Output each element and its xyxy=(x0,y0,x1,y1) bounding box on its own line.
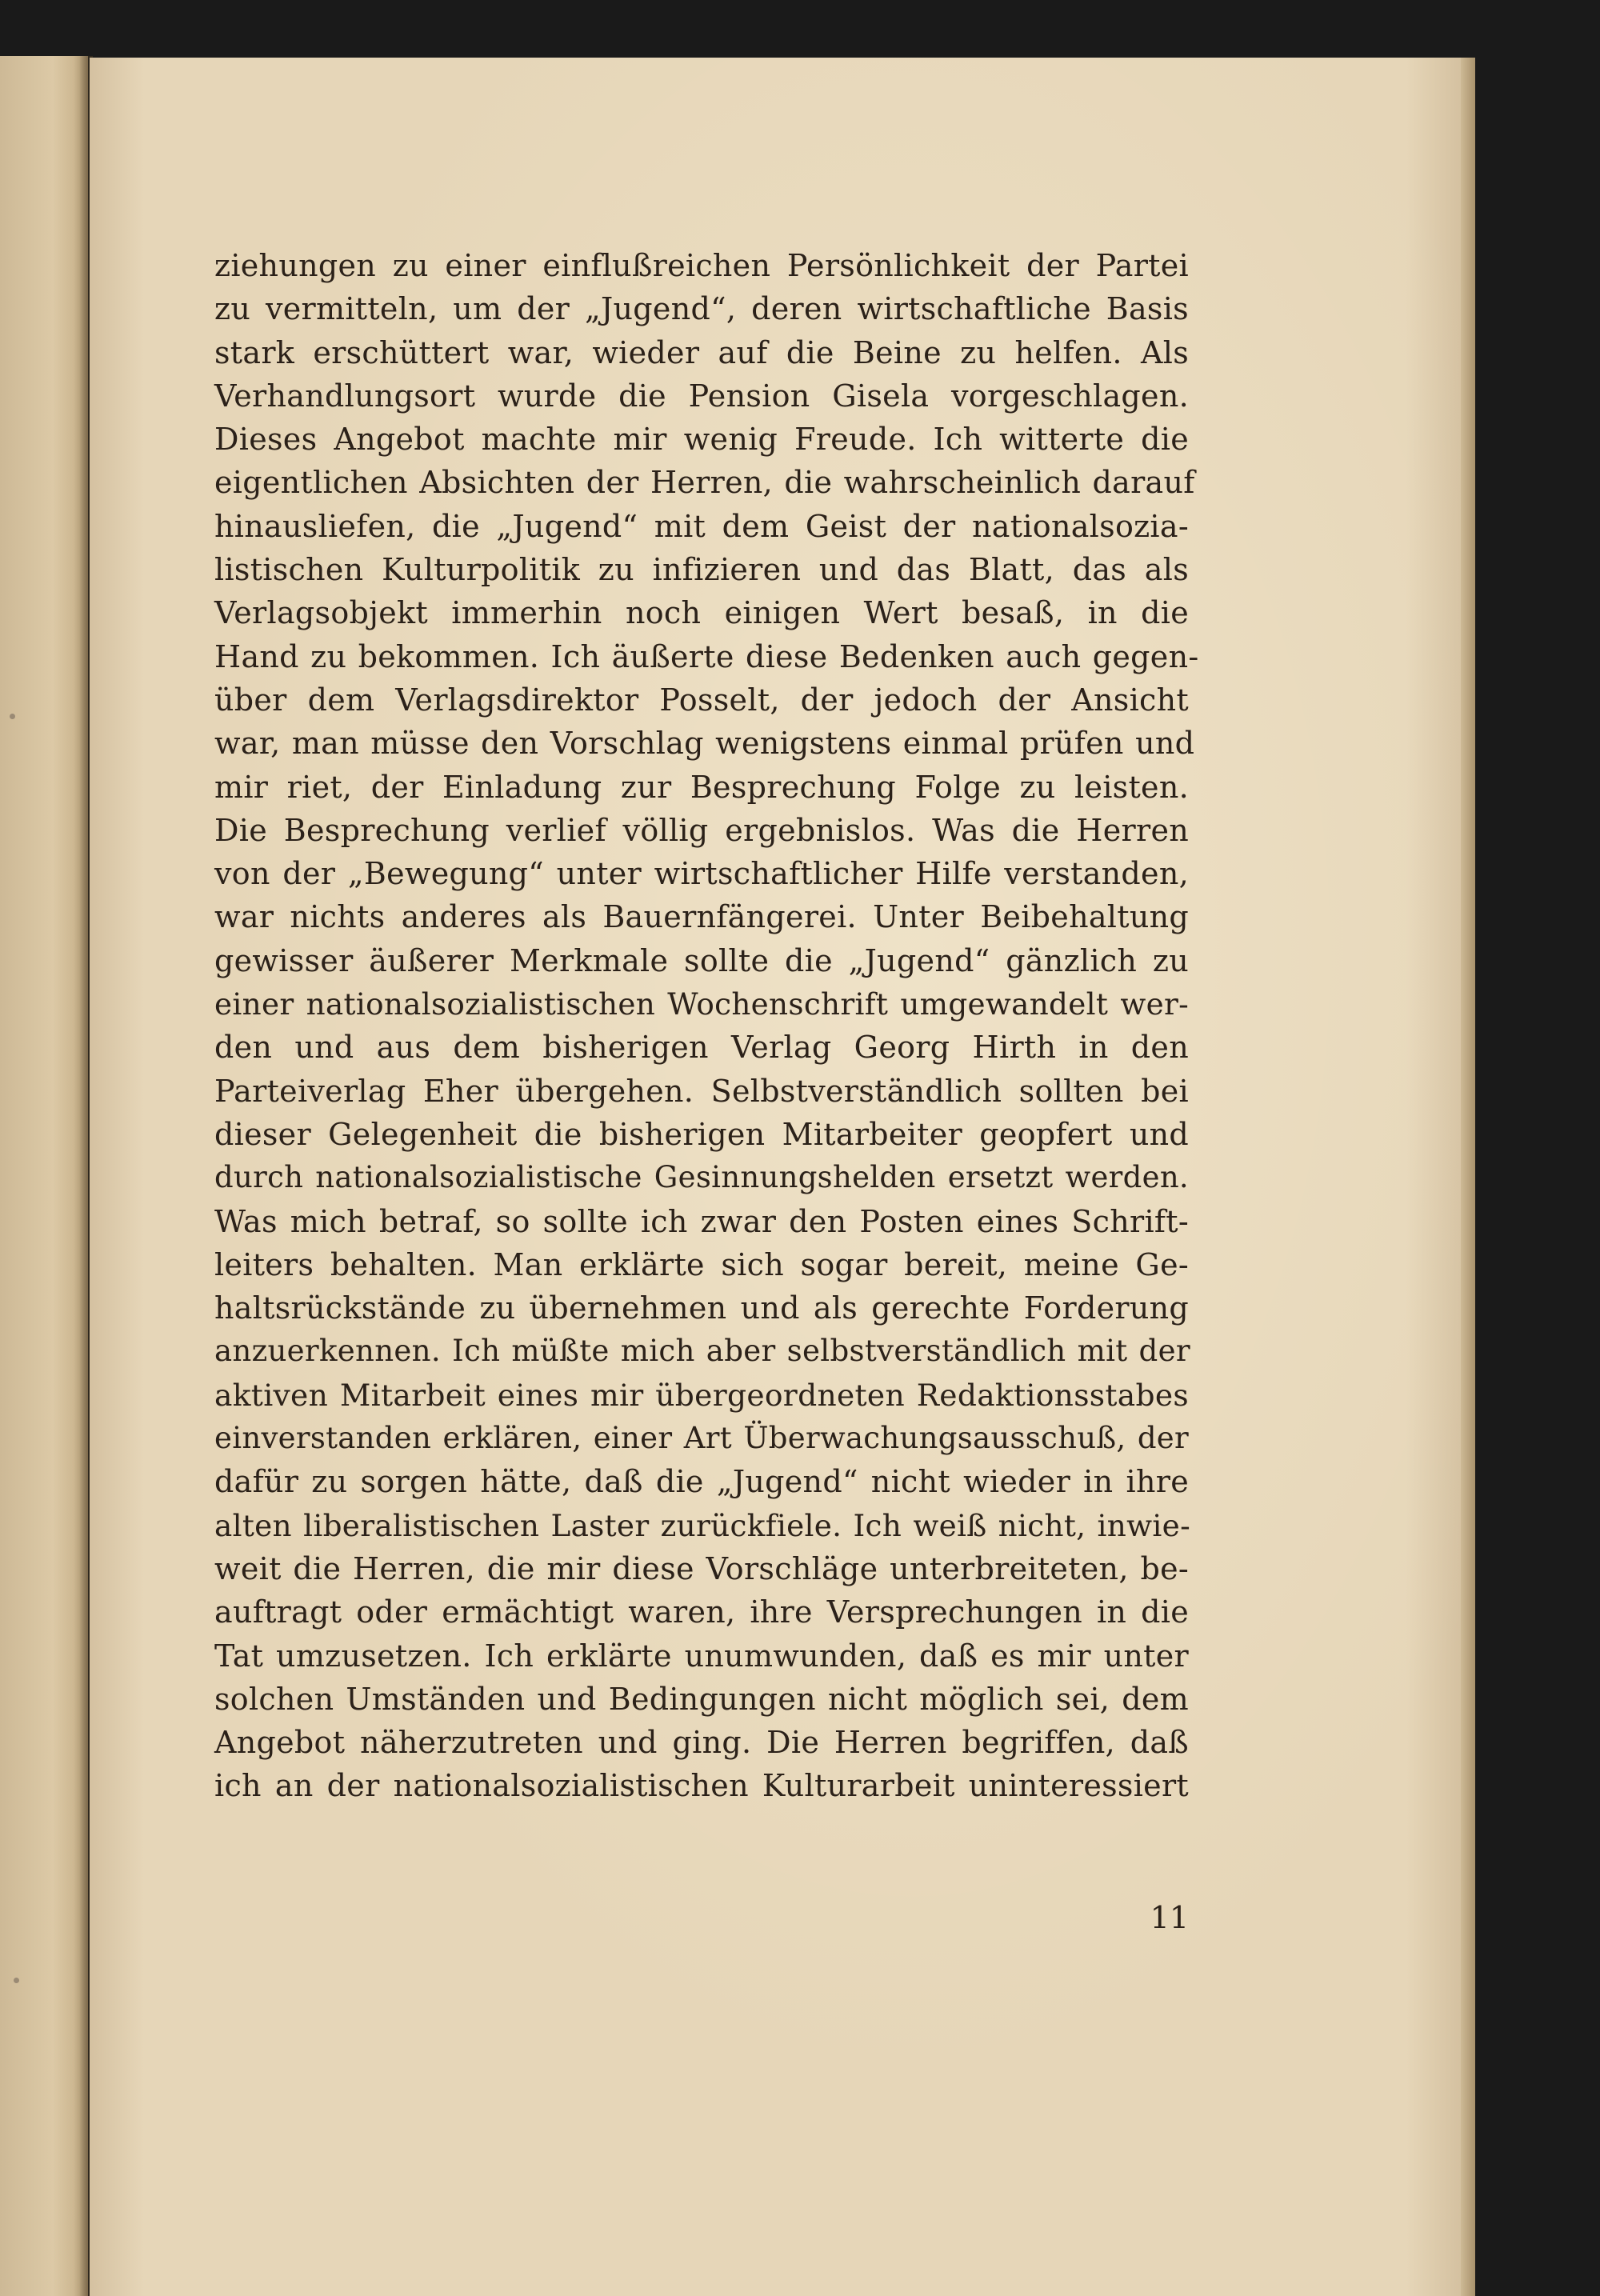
text-line: Was mich betraf, so sollte ich zwar den Posten eines Schrift- xyxy=(214,1203,1189,1239)
text-line: war, man müsse den Vorschlag wenigstens einmal prüfen und xyxy=(214,726,1195,762)
text-line: dafür zu sorgen hätte, daß die „Jugend“ nicht wieder in ihre xyxy=(214,1464,1189,1500)
text-line: einer nationalsozialistischen Wochenschrift umgewandelt wer- xyxy=(214,986,1189,1022)
text-line: mir riet, der Einladung zur Besprechung Folge zu leisten. xyxy=(214,769,1189,805)
text-line: anzuerkennen. Ich müßte mich aber selbstverständlich mit der xyxy=(214,1334,1190,1369)
text-line: dieser Gelegenheit die bisherigen Mitarbeiter geopfert und xyxy=(214,1116,1189,1152)
text-line: einverstanden erklären, einer Art Überwachungsausschuß, der xyxy=(214,1421,1189,1456)
text-line: Angebot näherzutreten und ging. Die Herren begriffen, daß xyxy=(214,1725,1189,1761)
text-line: stark erschüttert war, wieder auf die Beine zu helfen. Als xyxy=(214,334,1189,370)
text-line: hinausliefen, die „Jugend“ mit dem Geist der nationalsozia- xyxy=(214,508,1189,544)
paper-speck xyxy=(10,714,15,719)
paper-speck xyxy=(14,1978,19,1983)
text-line: weit die Herren, die mir diese Vorschläge unterbreiteten, be- xyxy=(214,1550,1189,1586)
text-line: über dem Verlagsdirektor Posselt, der jedoch der Ansicht xyxy=(214,682,1189,718)
text-line: Dieses Angebot machte mir wenig Freude. Ich witterte die xyxy=(214,422,1189,458)
text-line: Parteiverlag Eher übergehen. Selbstverständlich sollten bei xyxy=(214,1073,1189,1109)
text-line: eigentlichen Absichten der Herren, die wahrscheinlich darauf xyxy=(214,465,1195,501)
page-number: 11 xyxy=(1150,1900,1189,1935)
text-line: Tat umzusetzen. Ich erklärte unumwunden, daß es mir unter xyxy=(214,1638,1189,1674)
text-line: gewisser äußerer Merkmale sollte die „Jugend“ gänzlich zu xyxy=(214,942,1189,978)
text-line: war nichts anderes als Bauernfängerei. Unter Beibehaltung xyxy=(214,899,1189,935)
text-line: zu vermitteln, um der „Jugend“, deren wirtschaftliche Basis xyxy=(214,291,1189,327)
page-right-edge xyxy=(1461,58,1475,2296)
body-text xyxy=(214,244,1199,1808)
text-line: ich an der nationalsozialistischen Kulturarbeit uninteressiert xyxy=(214,1768,1189,1804)
text-line: Verlagsobjekt immerhin noch einigen Wert besaß, in die xyxy=(214,595,1189,631)
text-line: alten liberalistischen Laster zurückfiele. Ich weiß nicht, inwie- xyxy=(214,1507,1191,1543)
text-line: listischen Kulturpolitik zu infizieren und das Blatt, das als xyxy=(214,552,1189,588)
text-line: Hand zu bekommen. Ich äußerte diese Bedenken auch gegen- xyxy=(214,638,1199,674)
text-line: leiters behalten. Man erklärte sich sogar bereit, meine Ge- xyxy=(214,1246,1189,1282)
text-line: solchen Umständen und Bedingungen nicht möglich sei, dem xyxy=(214,1681,1189,1717)
text-line: von der „Bewegung“ unter wirtschaftlicher Hilfe verstanden, xyxy=(214,856,1189,892)
text-line: haltsrückstände zu übernehmen und als gerechte Forderung xyxy=(214,1290,1189,1326)
text-line: auftragt oder ermächtigt waren, ihre Versprechungen in die xyxy=(214,1594,1189,1630)
text-line: ziehungen zu einer einflußreichen Persönlichkeit der Partei xyxy=(214,248,1189,283)
text-line: Die Besprechung verlief völlig ergebnislos. Was die Herren xyxy=(214,812,1189,848)
text-line: aktiven Mitarbeit eines mir übergeordneten Redaktionsstabes xyxy=(214,1377,1189,1413)
text-line: den und aus dem bisherigen Verlag Georg Hirth in den xyxy=(214,1030,1189,1066)
text-line: Verhandlungsort wurde die Pension Gisela vorgeschlagen. xyxy=(214,378,1189,414)
text-line: durch nationalsozialistische Gesinnungshelden ersetzt werden. xyxy=(214,1160,1189,1195)
